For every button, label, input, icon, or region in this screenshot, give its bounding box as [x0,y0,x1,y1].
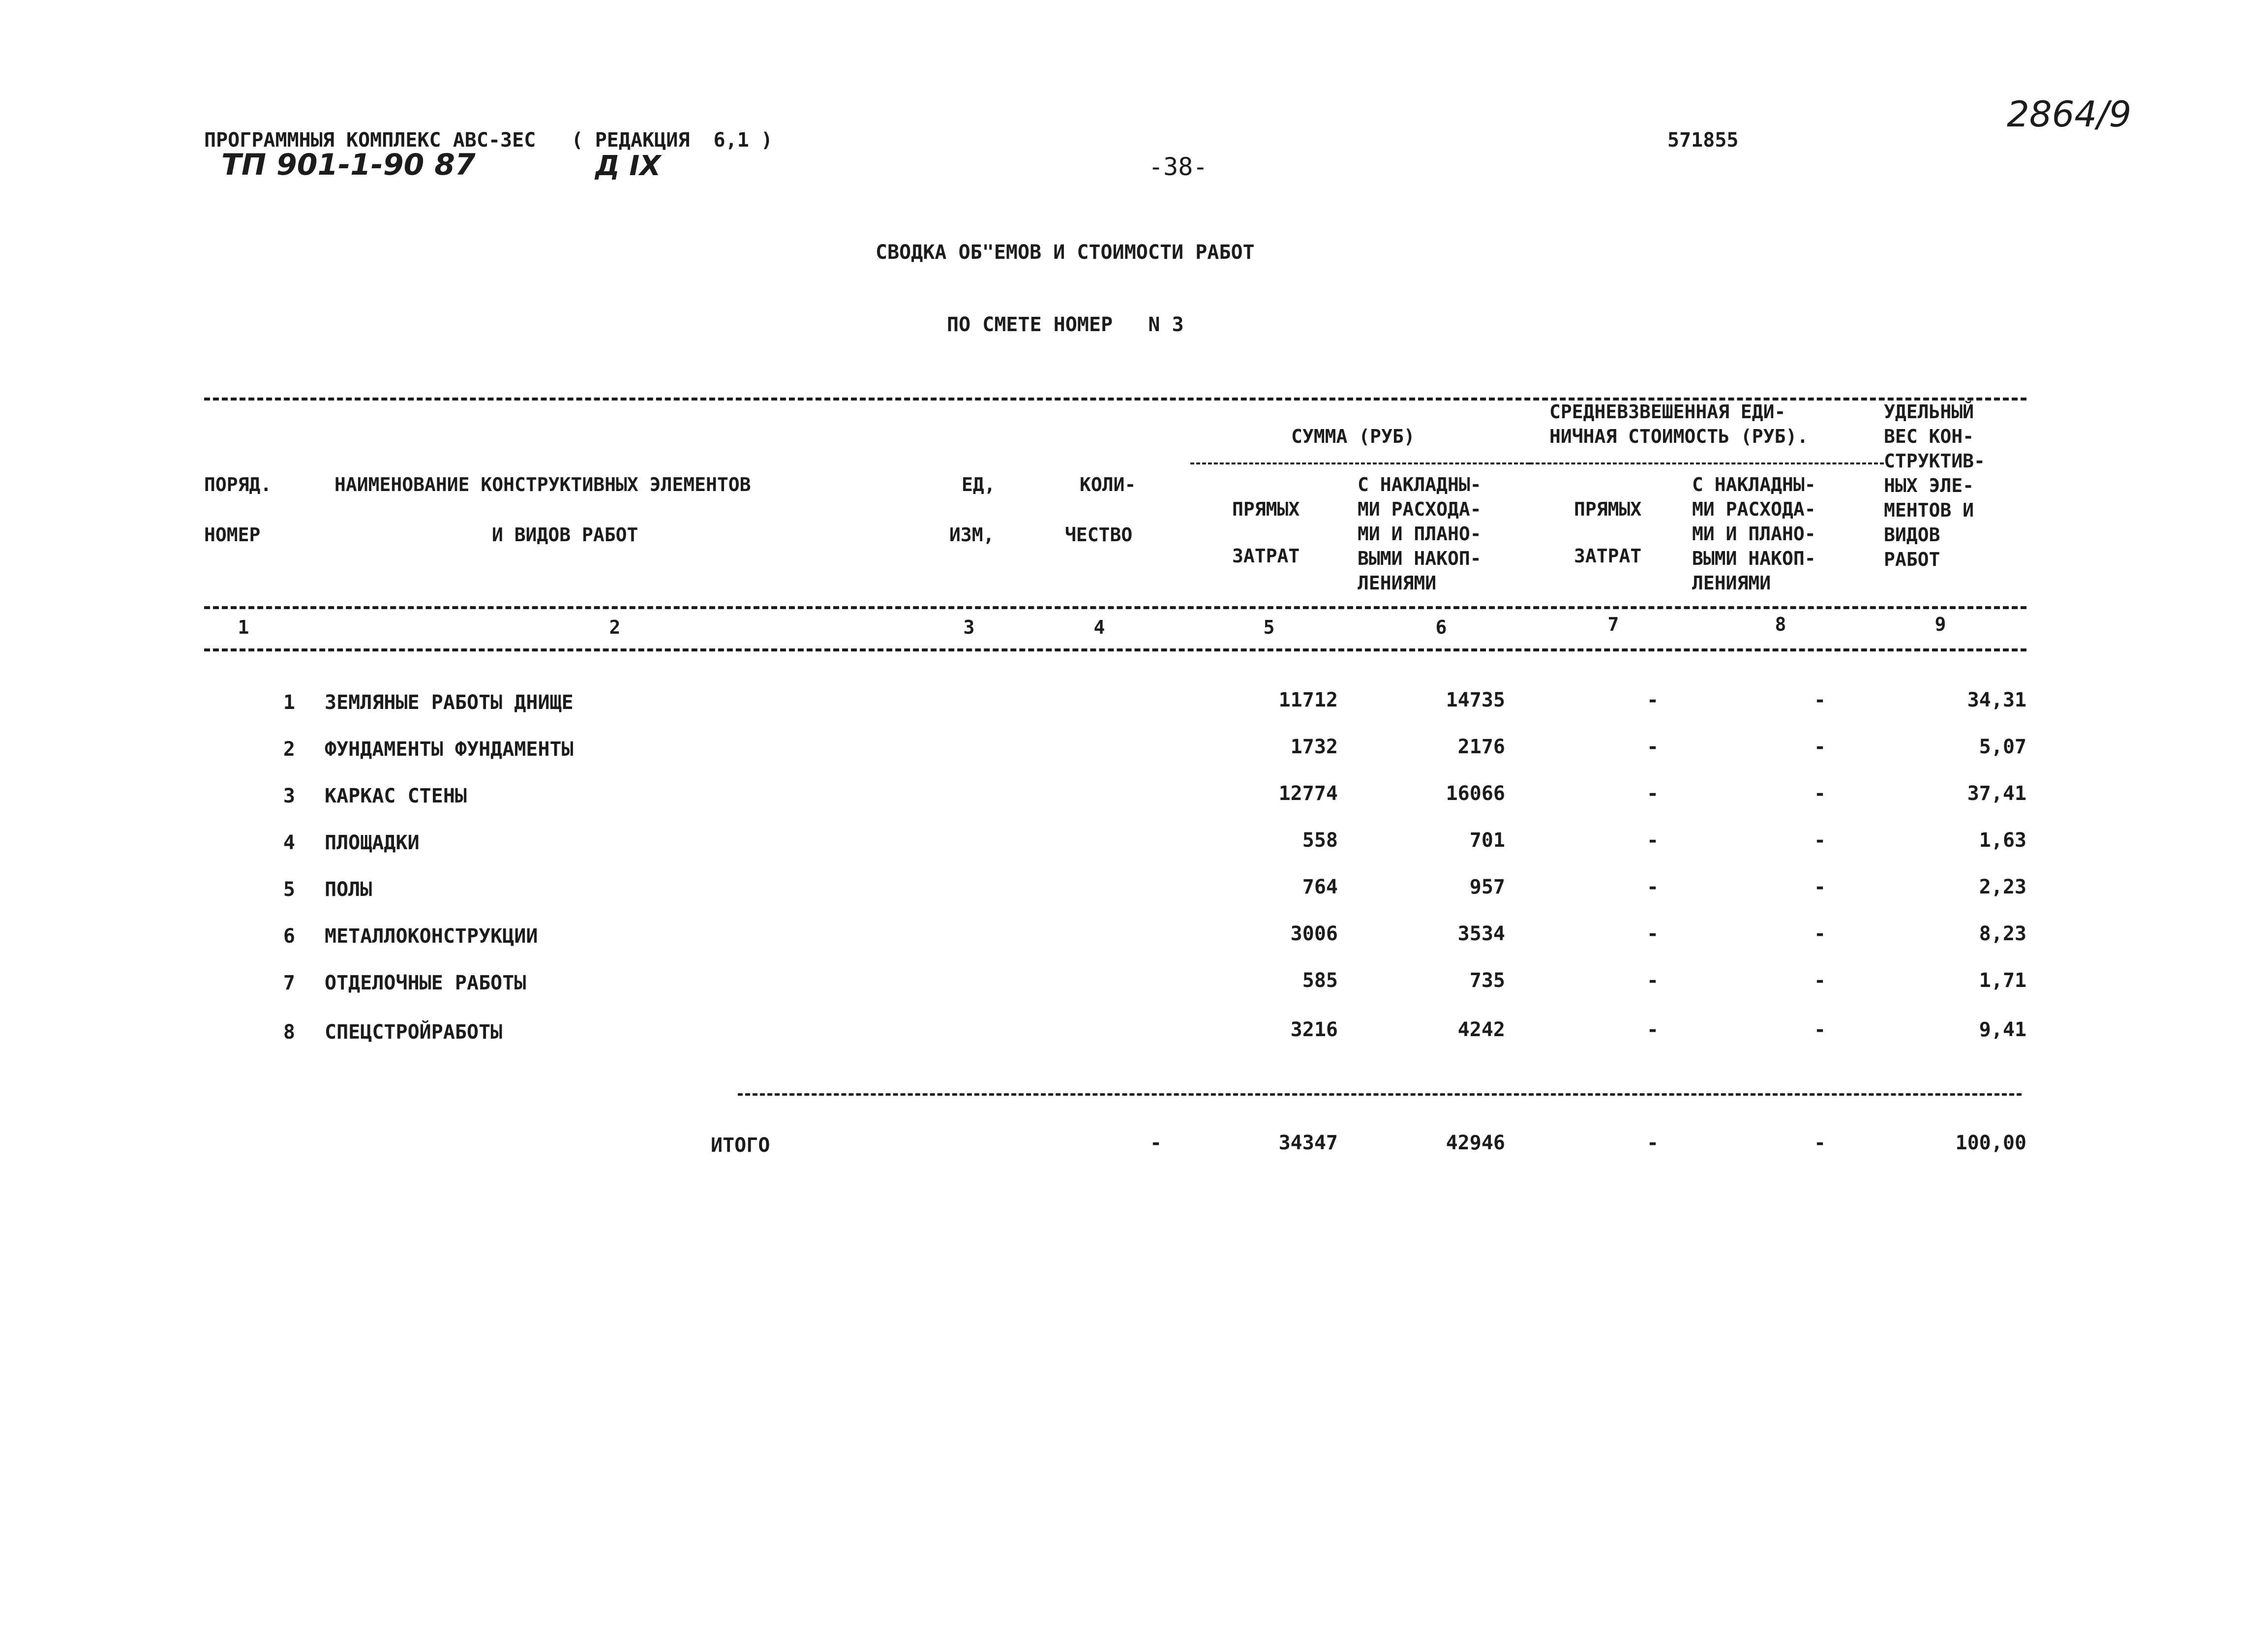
col-number-6: 6 [1435,616,1447,638]
row-name: ФУНДАМЕНТЫ ФУНДАМЕНТЫ [325,738,574,761]
col2-header-line2: И ВИДОВ РАБОТ [492,524,638,546]
row-direct-cost: 558 [1302,829,1338,852]
program-line: ПРОГРАММНЫЯ КОМПЛЕКС АВС-ЗЕС ( РЕДАКЦИЯ 6,1 ) [204,129,773,152]
handwritten-sheet-number: 2864/9 [2007,93,2132,135]
total-share: 100,00 [1955,1132,2026,1154]
row-number: 6 [283,925,295,948]
row-avg-overhead: - [1814,829,1826,852]
col-number-8: 8 [1775,614,1786,635]
col-number-9: 9 [1935,614,1946,635]
row-avg-direct: - [1646,782,1659,805]
row-avg-overhead: - [1814,1018,1826,1041]
row-name: ЗЕМЛЯНЫЕ РАБОТЫ ДНИЩЕ [325,691,574,714]
col9-header-line1: УДЕЛЬНЫЙ [1884,401,1974,423]
row-avg-direct: - [1646,876,1659,898]
col3-header-line2: ИЗМ, [949,524,995,546]
row-share: 34,31 [1967,689,2026,711]
col9-header-line5: МЕНТОВ И [1884,499,1974,521]
col4-header-line1: КОЛИ- [1080,474,1136,495]
row-avg-direct: - [1646,829,1659,852]
col8-header-line3: МИ И ПЛАНО- [1692,523,1816,545]
col8-header-line5: ЛЕНИЯМИ [1692,572,1771,594]
row-avg-overhead: - [1814,782,1826,805]
row-share: 2,23 [1979,876,2026,898]
row-name: СПЕЦСТРОЙРАБОТЫ [325,1021,503,1044]
row-avg-direct: - [1646,736,1659,758]
row-direct-cost: 11712 [1278,689,1338,711]
row-avg-direct: - [1646,969,1659,992]
row-overhead-cost: 735 [1469,969,1505,992]
col9-header-line6: ВИДОВ [1884,524,1940,546]
row-direct-cost: 764 [1302,876,1338,898]
sum-group-rule [1190,462,1530,464]
col-number-4: 4 [1093,616,1105,638]
col1-header-line1: ПОРЯД. [204,474,272,495]
row-overhead-cost: 2176 [1457,736,1505,758]
col-number-1: 1 [238,616,249,638]
row-share: 37,41 [1967,782,2026,805]
col6-header-line1: С НАКЛАДНЫ- [1358,474,1482,495]
row-name: ПЛОЩАДКИ [325,831,420,854]
col6-header-line4: ВЫМИ НАКОП- [1358,548,1482,569]
row-share: 1,63 [1979,829,2026,852]
row-avg-overhead: - [1814,689,1826,711]
avg-group-rule [1530,462,1884,464]
row-direct-cost: 12774 [1278,782,1338,805]
row-name: ПОЛЫ [325,878,372,901]
row-overhead-cost: 701 [1469,829,1505,852]
col-number-5: 5 [1263,616,1275,638]
sum-group-header: СУММА (РУБ) [1291,426,1415,447]
col8-header-line2: МИ РАСХОДА- [1692,498,1816,520]
total-overhead-cost: 42946 [1446,1132,1505,1154]
avg-group-header-line2: НИЧНАЯ СТОИМОСТЬ (РУБ). [1549,426,1809,447]
row-direct-cost: 1732 [1290,736,1338,758]
row-share: 5,07 [1979,736,2026,758]
row-number: 1 [283,691,295,714]
row-overhead-cost: 4242 [1457,1018,1505,1041]
row-avg-overhead: - [1814,736,1826,758]
row-share: 9,41 [1979,1018,2026,1041]
row-avg-direct: - [1646,923,1659,945]
col9-header-line4: НЫХ ЭЛЕ- [1884,475,1974,496]
row-avg-overhead: - [1814,876,1826,898]
row-direct-cost: 3216 [1290,1018,1338,1041]
col4-header-line2: ЧЕСТВО [1065,524,1133,546]
row-avg-overhead: - [1814,969,1826,992]
col9-header-line2: ВЕС КОН- [1884,426,1974,447]
col7-header-line1: ПРЯМЫХ [1574,498,1642,520]
page-subtitle: ПО СМЕТЕ НОМЕР N 3 [947,313,1184,336]
total-avg-overhead: - [1814,1132,1826,1154]
col9-header-line7: РАБОТ [1884,549,1940,570]
col5-header-line1: ПРЯМЫХ [1232,498,1300,520]
row-number: 5 [283,878,295,901]
header-bottom-rule [204,606,2026,609]
page-title: СВОДКА ОБ"ЕМОВ И СТОИМОСТИ РАБОТ [876,241,1255,264]
row-overhead-cost: 957 [1469,876,1505,898]
total-avg-direct: - [1646,1132,1659,1154]
col1-header-line2: НОМЕР [204,524,261,546]
row-number: 7 [283,972,295,994]
handwritten-doc-number: ТП 901-1-90 87 [221,148,476,182]
row-direct-cost: 585 [1302,969,1338,992]
avg-group-header-line1: СРЕДНЕВЗВЕШЕННАЯ ЕДИ- [1549,401,1786,423]
col7-header-line2: ЗАТРАТ [1574,545,1642,567]
col8-header-line1: С НАКЛАДНЫ- [1692,474,1816,495]
col-number-2: 2 [609,616,621,638]
total-rule [738,1093,2022,1096]
row-overhead-cost: 16066 [1446,782,1505,805]
document-code: 571855 [1667,129,1739,152]
col-number-3: 3 [963,616,975,638]
col3-header-line1: ЕД, [962,474,996,495]
row-number: 8 [283,1021,295,1044]
row-share: 1,71 [1979,969,2026,992]
row-number: 2 [283,738,295,761]
total-label: ИТОГО [711,1134,770,1157]
page-number: -38- [1149,153,1208,181]
row-share: 8,23 [1979,923,2026,945]
col6-header-line5: ЛЕНИЯМИ [1358,572,1437,594]
row-number: 4 [283,831,295,854]
col6-header-line3: МИ И ПЛАНО- [1358,523,1482,545]
col8-header-line4: ВЫМИ НАКОП- [1692,548,1816,569]
col6-header-line2: МИ РАСХОДА- [1358,498,1482,520]
row-avg-overhead: - [1814,923,1826,945]
total-quantity: - [1149,1132,1162,1154]
row-name: МЕТАЛЛОКОНСТРУКЦИИ [325,925,538,948]
row-direct-cost: 3006 [1290,923,1338,945]
col9-header-line3: СТРУКТИВ- [1884,450,1985,472]
row-overhead-cost: 14735 [1446,689,1505,711]
row-overhead-cost: 3534 [1457,923,1505,945]
col2-header-line1: НАИМЕНОВАНИЕ КОНСТРУКТИВНЫХ ЭЛЕМЕНТОВ [334,474,751,495]
handwritten-part: Д IX [595,150,661,182]
row-avg-direct: - [1646,689,1659,711]
row-name: КАРКАС СТЕНЫ [325,785,467,807]
column-numbers-rule [204,648,2026,651]
col5-header-line2: ЗАТРАТ [1232,545,1300,567]
row-avg-direct: - [1646,1018,1659,1041]
row-number: 3 [283,785,295,807]
col-number-7: 7 [1607,614,1619,635]
row-name: ОТДЕЛОЧНЫЕ РАБОТЫ [325,972,526,994]
total-direct-cost: 34347 [1278,1132,1338,1154]
